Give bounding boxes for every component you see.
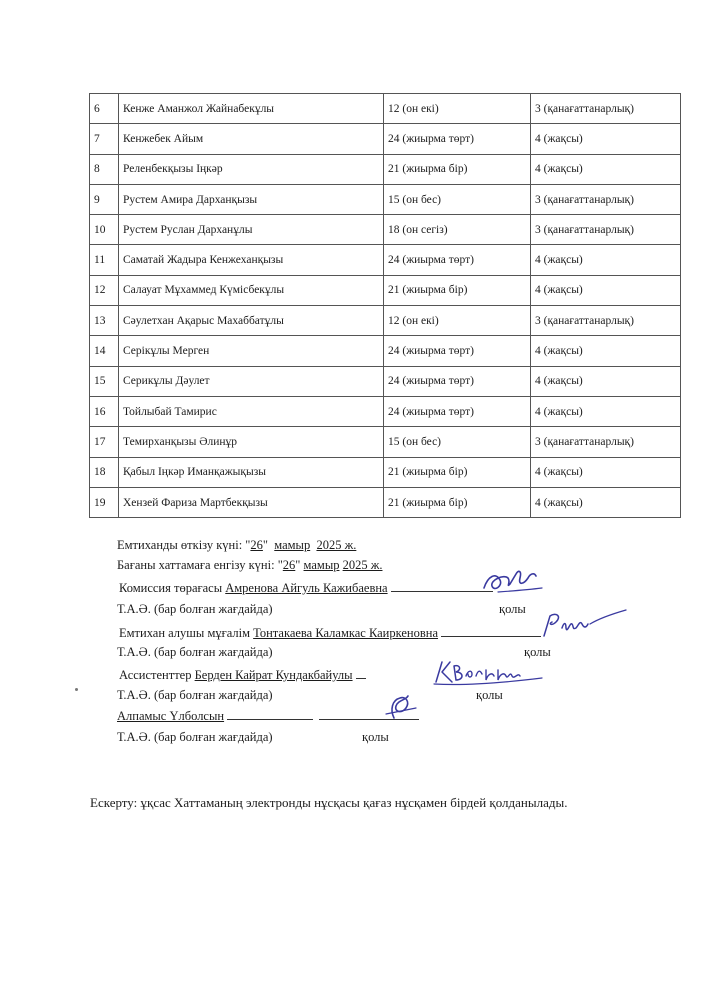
exam-date-close: " [262,538,269,552]
student-name: Қабыл Іңкәр Иманқажықызы [119,457,384,487]
table-row [90,94,681,124]
student-name: Тойлыбай Тамирис [119,396,384,426]
teacher-fio-caption [117,645,273,660]
entry-date-day: 26 [282,558,296,572]
row-number: 7 [90,124,119,154]
grade-cell: 4 (жақсы) [531,275,681,305]
row-number: 15 [90,366,119,396]
table-row [90,154,681,184]
grade-cell: 3 (қанағаттанарлық) [531,215,681,245]
table-row [90,457,681,487]
score-cell: 21 (жиырма бір) [384,457,531,487]
entry-date-year: 2025 ж. [342,558,383,572]
row-number: 18 [90,457,119,487]
student-name: Серикұлы Дәулет [119,366,384,396]
grade-cell: 4 (жақсы) [531,487,681,517]
teacher-name: Тонтакаева Каламкас Каиркеновна [253,626,439,640]
table-row [90,275,681,305]
grades-table-body [90,94,681,518]
grade-cell: 4 (жақсы) [531,366,681,396]
table-row [90,124,681,154]
table-row [90,487,681,517]
assistant2-signature [380,692,420,722]
table-row [90,366,681,396]
grades-table [89,93,681,518]
grade-cell: 3 (қанағаттанарлық) [531,184,681,214]
student-name: Хензей Фариза Мартбекқызы [119,487,384,517]
grade-cell: 3 (қанағаттанарлық) [531,306,681,336]
table-row [90,184,681,214]
assistant-signature-line [356,667,366,679]
signature-caption-text: қолы [524,645,551,659]
table-row [90,245,681,275]
assistant-fio-caption [117,688,273,703]
student-name: Саматай Жадыра Кенжеханқызы [119,245,384,275]
assistant-name: Берден Кайрат Кундакбайулы [194,668,353,682]
grade-cell: 4 (жақсы) [531,124,681,154]
footer-note [90,795,567,810]
row-number: 16 [90,396,119,426]
student-name: Рустем Амира Дарханқызы [119,184,384,214]
score-cell: 24 (жиырма төрт) [384,245,531,275]
score-cell: 15 (он бес) [384,184,531,214]
grade-cell: 4 (жақсы) [531,336,681,366]
entry-date-line [117,558,382,573]
table-row [90,336,681,366]
score-cell: 24 (жиырма төрт) [384,124,531,154]
score-cell: 12 (он екі) [384,306,531,336]
assistant2-line [117,708,419,724]
assistant2-name: Алпамыс Үлболсын [117,709,225,723]
score-cell: 21 (жиырма бір) [384,487,531,517]
teacher-label: Емтихан алушы мұғалім [119,626,251,640]
scan-dot [75,688,78,691]
score-cell: 15 (он бес) [384,427,531,457]
assistant-signature [430,656,546,688]
table-row [90,396,681,426]
teacher-signature-line [441,625,541,637]
score-cell: 18 (он сегіз) [384,215,531,245]
chair-name: Амренова Айгуль Кажибаевна [225,581,388,595]
grade-cell: 4 (жақсы) [531,396,681,426]
entry-date-month: мамыр [303,558,340,572]
exam-date-label: Емтиханды өткізу күні: " [117,538,251,552]
grade-cell: 4 (жақсы) [531,457,681,487]
student-name: Темирханқызы Әлинұр [119,427,384,457]
fio-caption-text: Т.А.Ә. (бар болған жағдайда) [117,645,273,659]
signature-caption-text: қолы [499,602,526,616]
row-number: 19 [90,487,119,517]
student-name: Кенжебек Айым [119,124,384,154]
row-number: 10 [90,215,119,245]
grade-cell: 3 (қанағаттанарлық) [531,94,681,124]
exam-date-line [117,538,356,553]
assistant2-name-fill [227,708,313,720]
row-number: 13 [90,306,119,336]
teacher-signature [540,608,632,642]
assistant-signature-caption [476,688,503,703]
row-number: 11 [90,245,119,275]
entry-date-close: " [295,558,301,572]
grade-cell: 3 (қанағаттанарлық) [531,427,681,457]
exam-date-day: 26 [250,538,263,552]
grade-cell: 4 (жақсы) [531,245,681,275]
student-name: Салауат Мұхаммед Күмісбекұлы [119,275,384,305]
row-number: 12 [90,275,119,305]
entry-date-label: Бағаны хаттамаға енгізу күні: " [117,558,283,572]
fio-caption-text: Т.А.Ә. (бар болған жағдайда) [117,602,273,616]
chair-label: Комиссия төрағасы [119,581,223,595]
table-row [90,427,681,457]
table-row [90,215,681,245]
student-name: Кенже Аманжол Жайнабекұлы [119,94,384,124]
assistant2-signature-caption [362,730,389,745]
chair-signature-caption [499,602,526,617]
assistant2-fio-caption [117,730,273,745]
student-name: Реленбекқызы Іңкәр [119,154,384,184]
chair-line [119,580,493,596]
row-number: 9 [90,184,119,214]
grade-cell: 4 (жақсы) [531,154,681,184]
row-number: 14 [90,336,119,366]
score-cell: 24 (жиырма төрт) [384,396,531,426]
score-cell: 12 (он екі) [384,94,531,124]
score-cell: 21 (жиырма бір) [384,154,531,184]
student-name: Сәулетхан Ақарыс Махаббатұлы [119,306,384,336]
row-number: 17 [90,427,119,457]
table-row [90,306,681,336]
footer-note-text: Ескерту: ұқсас Хаттаманың электронды нұсқасы қағаз нұсқамен бірдей қолданылады. [90,795,568,810]
exam-date-year: 2025 ж. [316,538,357,552]
row-number: 8 [90,154,119,184]
score-cell: 24 (жиырма төрт) [384,366,531,396]
score-cell: 21 (жиырма бір) [384,275,531,305]
signature-caption-text: қолы [362,730,389,744]
chair-fio-caption [117,602,273,617]
student-name: Серікұлы Мерген [119,336,384,366]
chair-signature [478,564,548,600]
fio-caption-text: Т.А.Ә. (бар болған жағдайда) [117,688,273,702]
assistant-label: Ассистенттер [119,668,192,682]
assistant-line [119,667,366,683]
student-name: Рустем Руслан Дарханұлы [119,215,384,245]
signature-caption-text: қолы [476,688,503,702]
exam-date-month: мамыр [274,538,311,552]
fio-caption-text: Т.А.Ә. (бар болған жағдайда) [117,730,273,744]
teacher-line [119,625,541,641]
row-number: 6 [90,94,119,124]
score-cell: 24 (жиырма төрт) [384,336,531,366]
